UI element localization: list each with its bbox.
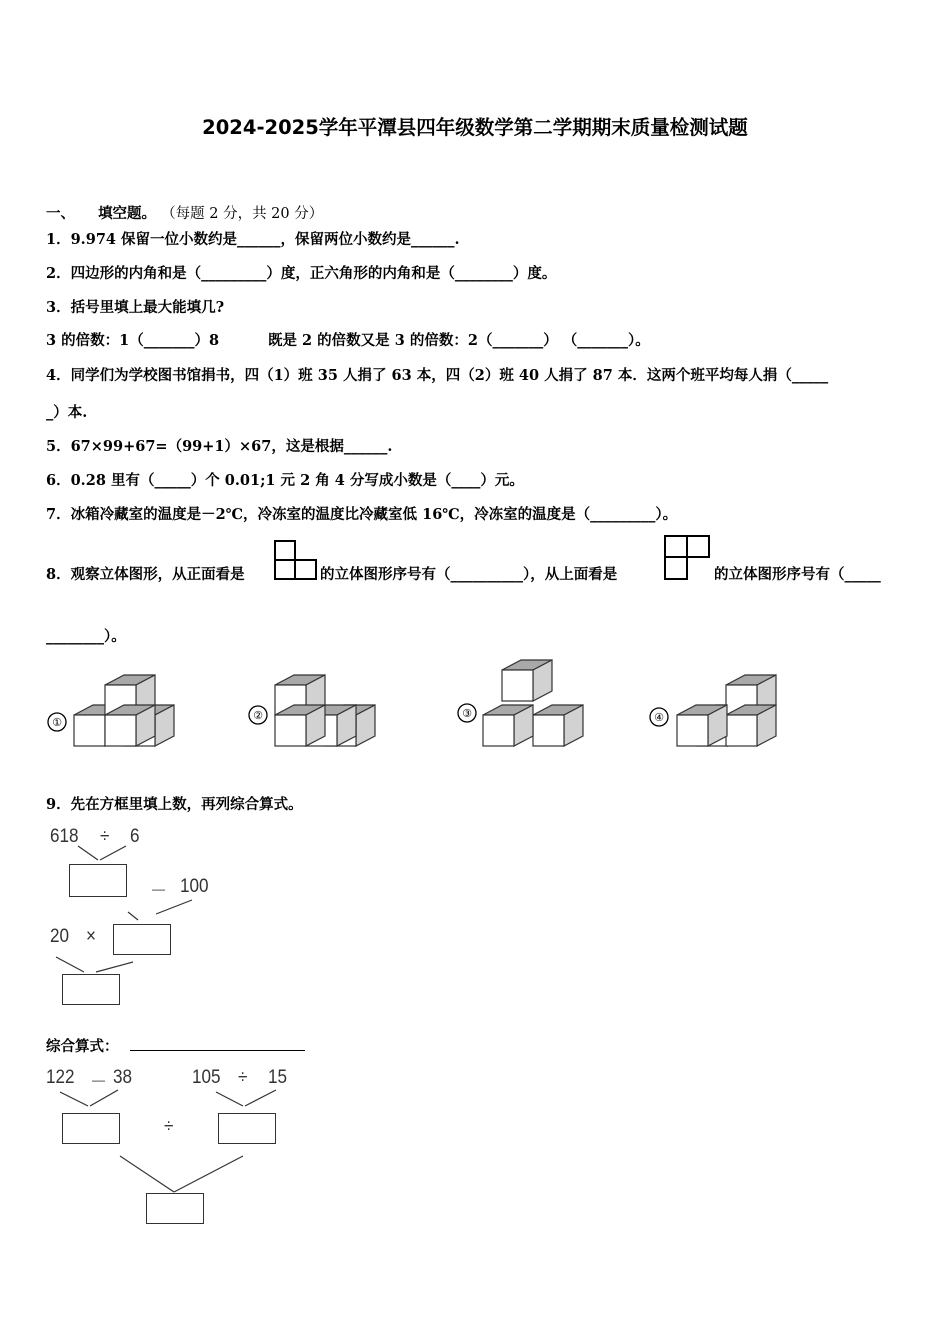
diagram2-b-right: 15 (268, 1067, 288, 1088)
question-4-line-2: _）本. (46, 404, 88, 421)
figure-label-1: ① (52, 716, 62, 729)
diagram2-b-op: ÷ (238, 1067, 248, 1088)
section-name: 填空题。 (98, 205, 157, 222)
question-7: 7．冰箱冷藏室的温度是－2℃，冷冻室的温度比冷藏室低 16℃，冷冻室的温度是（_________）。 (46, 506, 678, 523)
question-4-line-1: 4．同学们为学校图书馆捐书，四（1）班 35 人捐了 63 本，四（2）班 40 人捐了 87 本．这两个班平均每人捐（_____ (46, 367, 829, 384)
diagram2-box-1[interactable] (62, 1113, 120, 1144)
diagram2-a-left: 122 (46, 1067, 75, 1088)
diagram1-low-op: × (86, 926, 96, 947)
figure-label-2: ② (253, 709, 263, 722)
diagram1-top-right: 6 (130, 826, 140, 847)
figure-label-4: ④ (654, 711, 664, 724)
formula-label: 综合算式： (46, 1038, 119, 1055)
section-number: 一、 (46, 205, 75, 222)
question-8-part-2: 的立体图形序号有（__________），从上面看是 (320, 566, 618, 583)
diagram1-low-left: 20 (50, 926, 70, 947)
question-1: 1．9.974 保留一位小数约是______，保留两位小数约是______. (46, 231, 460, 248)
diagram1-top-left: 618 (50, 826, 79, 847)
diagram1-mid-right: 100 (180, 876, 209, 897)
question-3-part-a: 3 的倍数：1（_______）8 (46, 332, 220, 349)
question-9: 9．先在方框里填上数，再列综合算式。 (46, 796, 303, 813)
question-6: 6．0.28 里有（_____）个 0.01;1 元 2 角 4 分写成小数是（____）元。 (46, 472, 524, 489)
question-8-line-2: ________）。 (46, 628, 126, 645)
diagram2-a-op: － (90, 1072, 108, 1093)
diagram2-box-3[interactable] (146, 1193, 204, 1224)
diagram2-mid-op: ÷ (164, 1116, 174, 1137)
question-8-part-3: 的立体图形序号有（_____ (714, 566, 881, 583)
diagram1-mid-op: － (150, 881, 168, 902)
question-3-part-b: 既是 2 的倍数又是 3 的倍数：2（_______） （_______）。 (268, 332, 650, 349)
figure-label-3: ③ (462, 707, 472, 720)
question-8-part-1: 8．观察立体图形，从正面看是 (46, 566, 245, 583)
formula-answer-line[interactable] (130, 1036, 305, 1051)
diagram2-a-right: 38 (113, 1067, 133, 1088)
question-5: 5．67×99+67=（99+1）×67，这是根据______. (46, 438, 393, 455)
question-3: 3．括号里填上最大能填几? (46, 299, 225, 316)
section-note: （每题 2 分，共 20 分） (161, 206, 324, 222)
diagram2-b-left: 105 (192, 1067, 221, 1088)
question-2: 2．四边形的内角和是（_________）度，正六角形的内角和是（________）度。 (46, 265, 557, 282)
diagram1-top-op: ÷ (100, 826, 110, 847)
page-title: 2024-2025学年平潭县四年级数学第二学期期末质量检测试题 (202, 116, 748, 139)
diagram2-box-2[interactable] (218, 1113, 276, 1144)
